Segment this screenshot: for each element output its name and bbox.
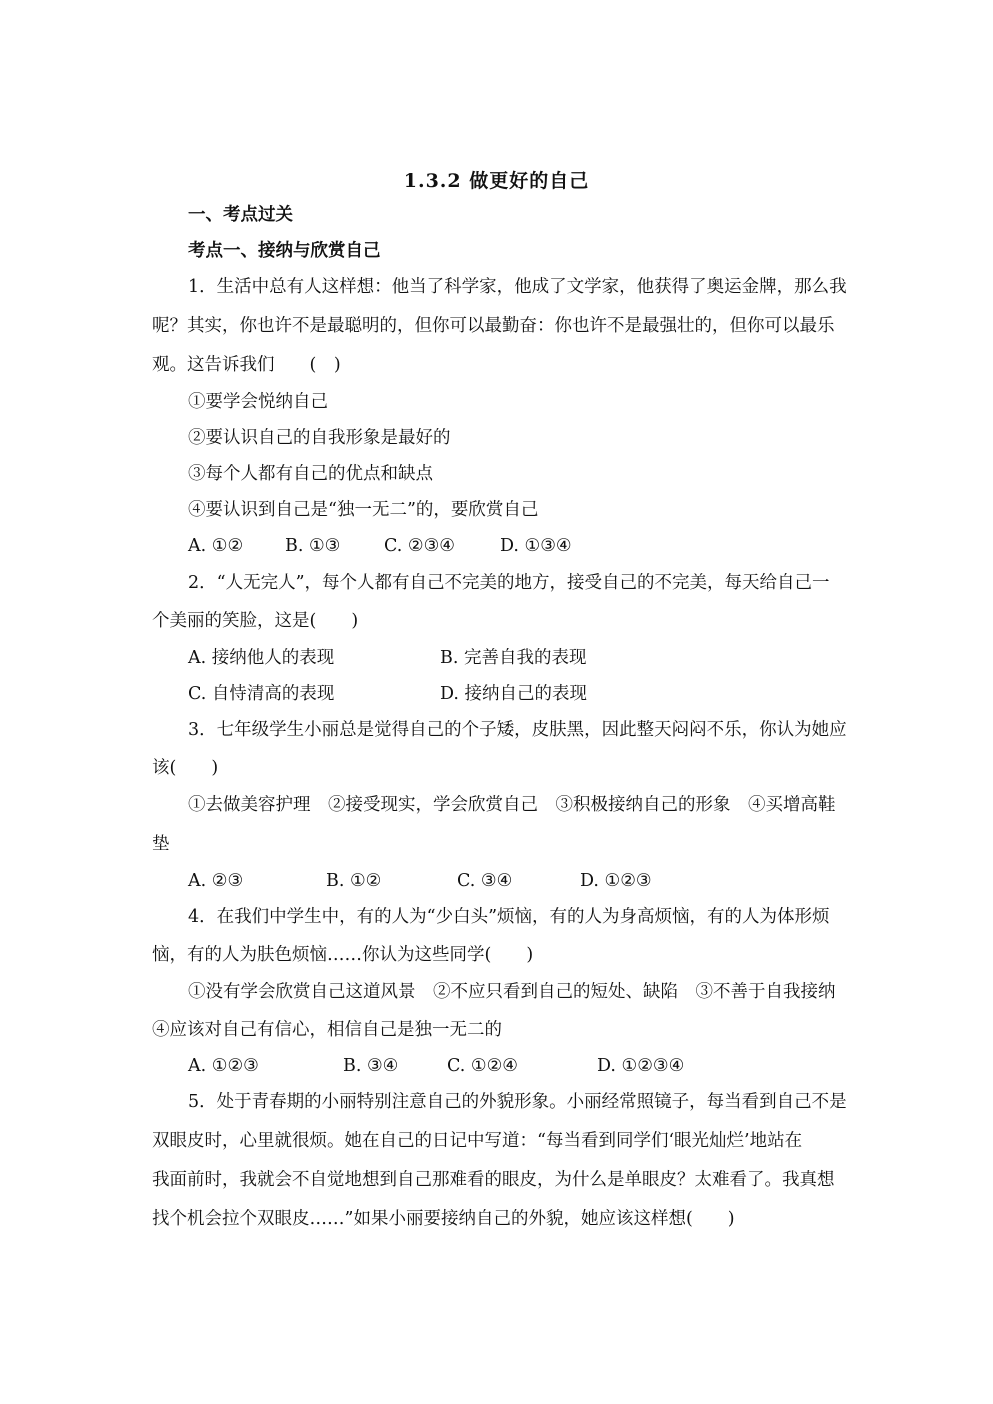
q4-option-c: C. ①②④ bbox=[447, 1056, 518, 1076]
q2-option-a: A. 接纳他人的表现 bbox=[188, 648, 335, 668]
q5-line: 找个机会拉个双眼皮……”如果小丽要接纳自己的外貌，她应该这样想( ) bbox=[152, 1209, 735, 1229]
q5-line: 我面前时，我就会不自觉地想到自己那难看的眼皮，为什么是单眼皮？太难看了。我真想 bbox=[152, 1170, 835, 1190]
q4-option-d: D. ①②③④ bbox=[597, 1056, 685, 1076]
q2-option-b: B. 完善自我的表现 bbox=[440, 648, 587, 668]
q1-line: 1．生活中总有人这样想：他当了科学家，他成了文学家，他获得了奥运金牌，那么我 bbox=[188, 277, 847, 297]
q1-line: 观。这告诉我们 ( ) bbox=[152, 355, 341, 375]
q4-option-a: A. ①②③ bbox=[188, 1056, 259, 1076]
q1-item: ④要认识到自己是“独一无二”的，要欣赏自己 bbox=[188, 500, 539, 520]
q3-option-d: D. ①②③ bbox=[580, 871, 652, 891]
q4-line: 4．在我们中学生中，有的人为“少白头”烦恼，有的人为身高烦恼，有的人为体形烦 bbox=[188, 907, 830, 927]
q3-line: 3．七年级学生小丽总是觉得自己的个子矮，皮肤黑，因此整天闷闷不乐，你认为她应 bbox=[188, 720, 847, 740]
q2-option-d: D. 接纳自己的表现 bbox=[440, 684, 588, 704]
q3-option-c: C. ③④ bbox=[457, 871, 513, 891]
q4-option-b: B. ③④ bbox=[343, 1056, 399, 1076]
q5-line: 双眼皮时，心里就很烦。她在自己的日记中写道：“每当看到同学们‘眼光灿烂’地站在 bbox=[152, 1131, 803, 1151]
q3-option-b: B. ①② bbox=[326, 871, 382, 891]
q4-item: ①没有学会欣赏自己这道风景 ②不应只看到自己的短处、缺陷 ③不善于自我接纳 bbox=[188, 982, 836, 1002]
q5-line: 5．处于青春期的小丽特别注意自己的外貌形象。小丽经常照镜子，每当看到自己不是 bbox=[188, 1092, 847, 1112]
q1-line: 呢？其实，你也许不是最聪明的，但你可以最勤奋：你也许不是最强壮的，但你可以最乐 bbox=[152, 316, 835, 336]
subsection-heading: 考点一、接纳与欣赏自己 bbox=[188, 241, 381, 261]
q2-line: 个美丽的笑脸，这是( ) bbox=[152, 611, 359, 631]
page-title: 1.3.2 做更好的自己 bbox=[403, 170, 590, 192]
section-heading: 一、考点过关 bbox=[188, 205, 293, 225]
q1-option-c: C. ②③④ bbox=[384, 536, 455, 556]
q1-option-d: D. ①③④ bbox=[500, 536, 572, 556]
q3-item: ①去做美容护理 ②接受现实，学会欣赏自己 ③积极接纳自己的形象 ④买增高鞋 bbox=[188, 795, 836, 815]
q1-item: ①要学会悦纳自己 bbox=[188, 392, 328, 412]
q2-line: 2．“人无完人”，每个人都有自己不完美的地方，接受自己的不完美，每天给自己一 bbox=[188, 573, 830, 593]
q4-line: 恼，有的人为肤色烦恼……你认为这些同学( ) bbox=[152, 945, 534, 965]
q3-line: 该( ) bbox=[152, 758, 219, 778]
q3-option-a: A. ②③ bbox=[188, 871, 244, 891]
q1-option-b: B. ①③ bbox=[285, 536, 341, 556]
q1-item: ③每个人都有自己的优点和缺点 bbox=[188, 464, 433, 484]
q3-item: 垫 bbox=[152, 834, 170, 854]
q1-item: ②要认识自己的自我形象是最好的 bbox=[188, 428, 451, 448]
q4-item: ④应该对自己有信心，相信自己是独一无二的 bbox=[152, 1020, 502, 1040]
q2-option-c: C. 自恃清高的表现 bbox=[188, 684, 335, 704]
q1-option-a: A. ①② bbox=[188, 536, 244, 556]
